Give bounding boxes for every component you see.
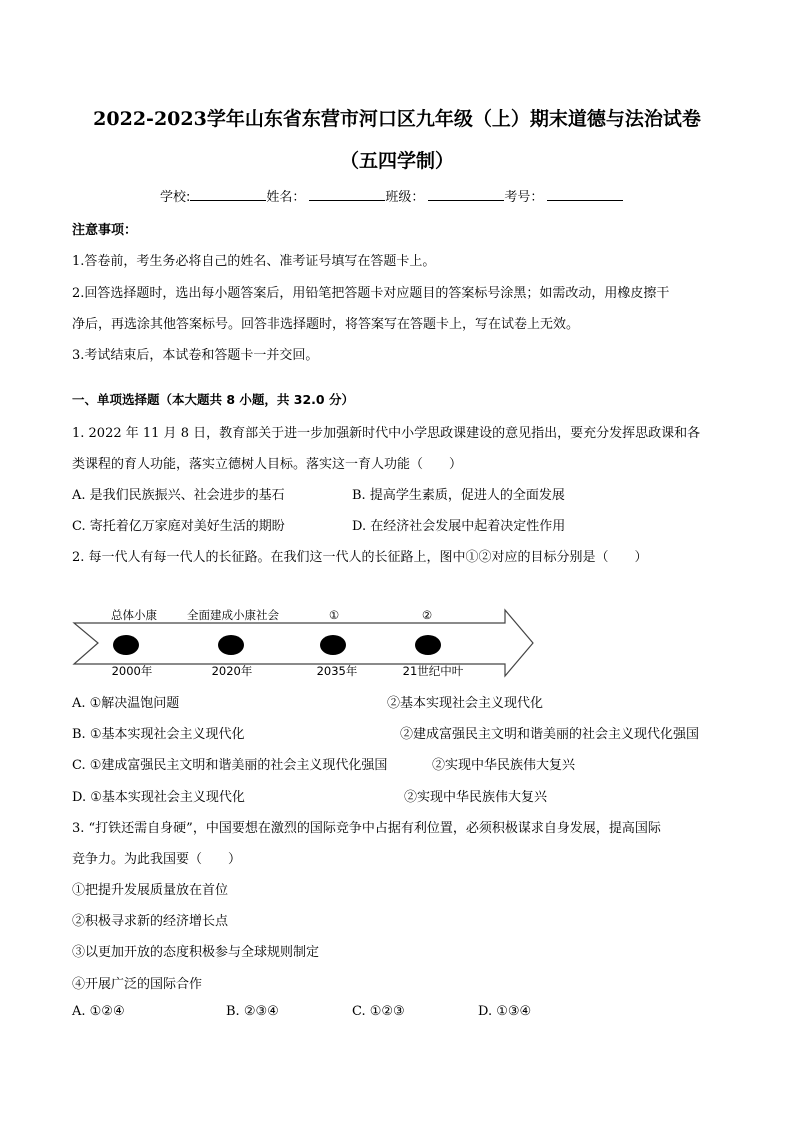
q2-stem: 2. 每一代人有每一代人的长征路。在我们这一代人的长征路上，图中①②对应的目标分别是（ ） <box>72 550 648 565</box>
number-label: 考号： <box>504 190 544 205</box>
number-blank[interactable] <box>547 188 623 201</box>
school-blank[interactable] <box>190 188 266 201</box>
q2-option-a-part-1: A. ①解决温饱问题 <box>72 696 180 711</box>
q3-statement-1: ①把提升发展质量放在首位 <box>72 883 229 898</box>
timeline-bottom-label-1: 2000年 <box>111 664 153 678</box>
q1-option-d: D. 在经济社会发展中起着决定性作用 <box>352 519 566 534</box>
q2-option-a-part-2: ②基本实现社会主义现代化 <box>387 696 544 711</box>
timeline-diagram <box>0 590 794 690</box>
notice-item-3: 3.考试结束后，本试卷和答题卡一并交回。 <box>72 348 319 363</box>
q1-option-b: B. 提高学生素质，促进人的全面发展 <box>352 488 565 503</box>
q2-option-d-part-2: ②实现中华民族伟大复兴 <box>404 790 548 805</box>
class-label: 班级： <box>385 190 425 205</box>
notice-item-2-line-2: 净后，再选涂其他答案标号。回答非选择题时，将答案写在答题卡上，写在试卷上无效。 <box>72 317 580 332</box>
notice-item-2-line-1: 2.回答选择题时，选出每小题答案后，用铅笔把答题卡对应题目的答案标号涂黑；如需改动，用橡皮擦干 <box>72 286 670 301</box>
q3-option-c: C. ①②③ <box>352 1004 405 1019</box>
timeline-bottom-label-2: 2020年 <box>211 664 253 678</box>
timeline-dot-2035 <box>320 635 346 655</box>
q2-option-b-part-2: ②建成富强民主文明和谐美丽的社会主义现代化强国 <box>400 727 700 742</box>
q3-statement-3: ③以更加开放的态度积极参与全球规则制定 <box>72 945 320 960</box>
timeline-dot-2020 <box>218 635 244 655</box>
timeline-top-label-4: ② <box>421 608 433 622</box>
q3-stem-line-2: 竞争力。为此我国要（ ） <box>72 852 242 867</box>
q3-option-a: A. ①②④ <box>72 1004 125 1019</box>
q1-option-a: A. 是我们民族振兴、社会进步的基石 <box>72 488 285 503</box>
student-info-line <box>160 186 623 205</box>
notice-item-1: 1.答卷前，考生务必将自己的姓名、准考证号填写在答题卡上。 <box>72 254 436 269</box>
q2-option-b-part-1: B. ①基本实现社会主义现代化 <box>72 727 245 742</box>
exam-title: 2022-2023学年山东省东营市河口区九年级（上）期末道德与法治试卷 <box>93 108 701 130</box>
q3-statement-4: ④开展广泛的国际合作 <box>72 977 203 992</box>
q3-stem-line-1: 3. “打铁还需自身硬”，中国要想在激烈的国际竞争中占据有利位置，必须积极谋求自身发展，提高国际 <box>72 821 661 836</box>
timeline-dot-2000 <box>113 635 139 655</box>
notice-heading: 注意事项： <box>72 223 138 238</box>
timeline-bottom-label-3: 2035年 <box>316 664 358 678</box>
q2-option-c-part-2: ②实现中华民族伟大复兴 <box>432 758 576 773</box>
exam-subtitle: （五四学制） <box>339 150 454 172</box>
school-label: 学校: <box>160 190 191 205</box>
q3-option-d: D. ①③④ <box>478 1004 532 1019</box>
timeline-top-label-1: 总体小康 <box>111 608 157 622</box>
section-heading: 一、单项选择题（本大题共 8 小题，共 32.0 分） <box>72 392 354 407</box>
q2-option-c-part-1: C. ①建成富强民主文明和谐美丽的社会主义现代化强国 <box>72 758 388 773</box>
timeline-bottom-label-4: 21世纪中叶 <box>402 664 464 678</box>
timeline-top-label-3: ① <box>328 608 340 622</box>
timeline-top-label-2: 全面建成小康社会 <box>187 608 279 622</box>
q1-stem-line-1: 1. 2022 年 11 月 8 日，教育部关于进一步加强新时代中小学思政课建设的意见指出，要充分发挥思政课和各 <box>72 426 701 441</box>
q1-stem-line-2: 类课程的育人功能，落实立德树人目标。落实这一育人功能（ ） <box>72 457 463 472</box>
name-label: 姓名： <box>266 190 306 205</box>
q2-option-d-part-1: D. ①基本实现社会主义现代化 <box>72 790 245 805</box>
q3-statement-2: ②积极寻求新的经济增长点 <box>72 914 229 929</box>
class-blank[interactable] <box>428 188 504 201</box>
timeline-dot-mid-century <box>415 635 441 655</box>
name-blank[interactable] <box>309 188 385 201</box>
q1-option-c: C. 寄托着亿万家庭对美好生活的期盼 <box>72 519 285 534</box>
q3-option-b: B. ②③④ <box>226 1004 279 1019</box>
